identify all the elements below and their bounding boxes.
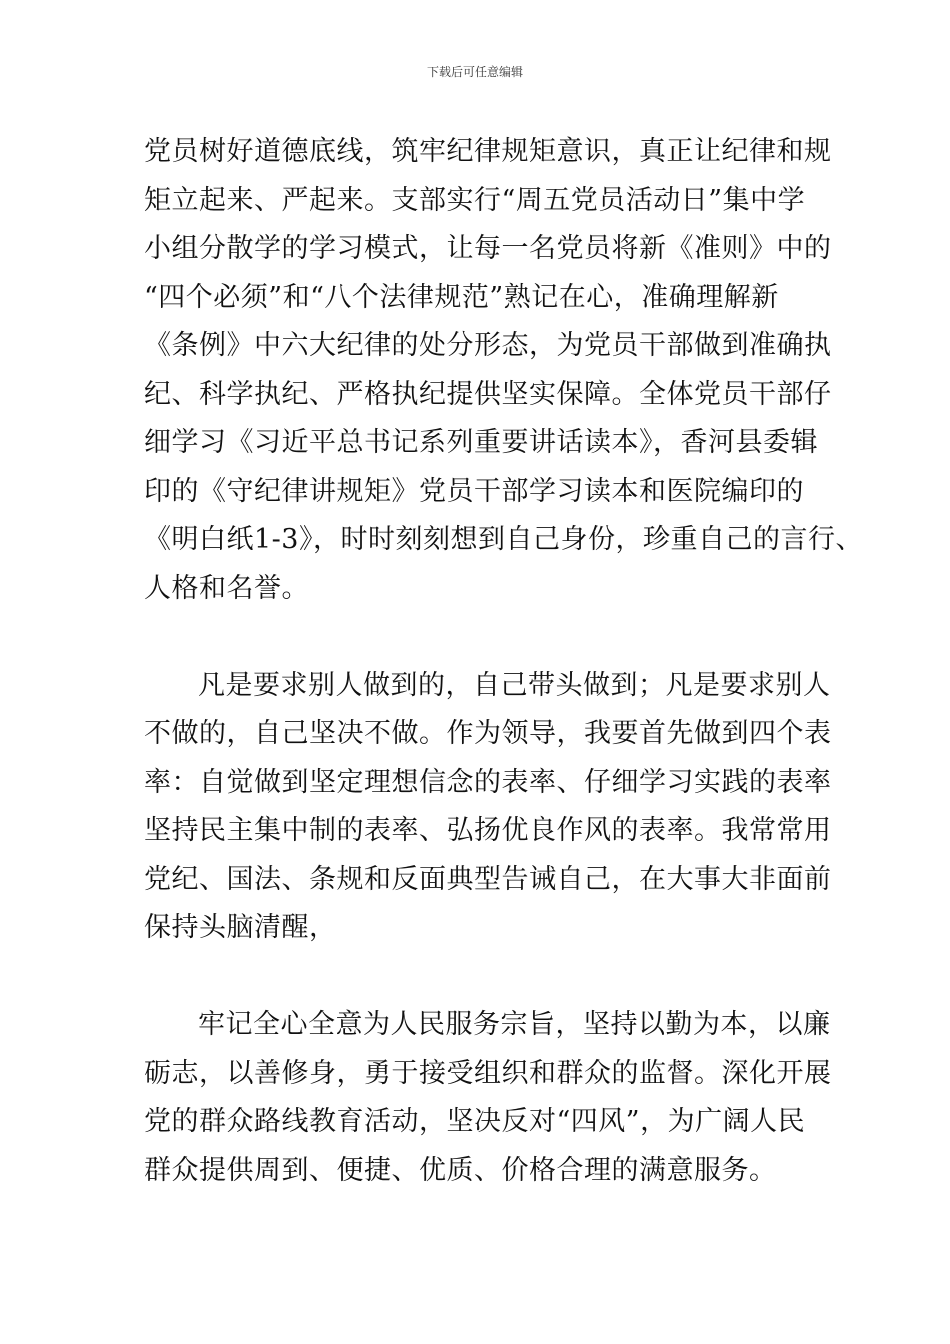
- paragraph-line: 细学习《习近平总书记系列重要讲话读本》，香河县委辑: [144, 427, 818, 458]
- paragraph-line: 党纪、国法、条规和反面典型告诫自己，在大事大非面前: [144, 863, 832, 895]
- paragraph-line: 小组分散学的学习模式，让每一名党员将新《准则》中的: [144, 233, 832, 264]
- paragraph-line: 印的《守纪律讲规矩》党员干部学习读本和医院编印的: [144, 475, 804, 507]
- paragraph-line: 矩立起来、严起来。支部实行“周五党员活动日”集中学: [144, 184, 806, 216]
- page-header: 下载后可任意编辑: [426, 65, 523, 79]
- paragraph-line: 凡是要求别人做到的，自己带头做到；凡是要求别人: [198, 669, 831, 701]
- paragraph-line: “四个必须”和“八个法律规范”熟记在心，准确理解新: [144, 281, 779, 313]
- paragraph-line: 《条例》中六大纪律的处分形态，为党员干部做到准确执: [144, 330, 832, 361]
- paragraph-line: 砺志，以善修身，勇于接受组织和群众的监督。深化开展: [144, 1057, 832, 1089]
- paragraph-2: [144, 662, 844, 953]
- paragraph-line: 牢记全心全意为人民服务宗旨，坚持以勤为本，以廉: [198, 1009, 831, 1040]
- paragraph-line: 坚持民主集中制的表率、弘扬优良作风的表率。我常常用: [144, 815, 832, 846]
- paragraph-1: [144, 128, 863, 613]
- paragraph-line: 《明白纸1-3》，时时刻刻想到自己身份，珍重自己的言行、: [144, 524, 863, 555]
- paragraph-line: 纪、科学执纪、严格执纪提供坚实保障。全体党员干部仔: [144, 378, 832, 410]
- paragraph-line: 党的群众路线教育活动，坚决反对“四风”，为广阔人民: [144, 1106, 806, 1137]
- document-body: [144, 128, 863, 1195]
- paragraph-line: 不做的，自己坚决不做。作为领导，我要首先做到四个表: [144, 718, 832, 749]
- paragraph-line: 率：自觉做到坚定理想信念的表率、仔细学习实践的表率: [144, 766, 832, 798]
- paragraph-line: 保持头脑清醒，: [144, 912, 337, 943]
- paragraph-3: [144, 1001, 844, 1195]
- paragraph-line: 人格和名誉。: [144, 572, 309, 604]
- paragraph-line: 群众提供周到、便捷、优质、价格合理的满意服务。: [144, 1154, 777, 1186]
- paragraph-line: 党员树好道德底线，筑牢纪律规矩意识，真正让纪律和规: [144, 136, 832, 167]
